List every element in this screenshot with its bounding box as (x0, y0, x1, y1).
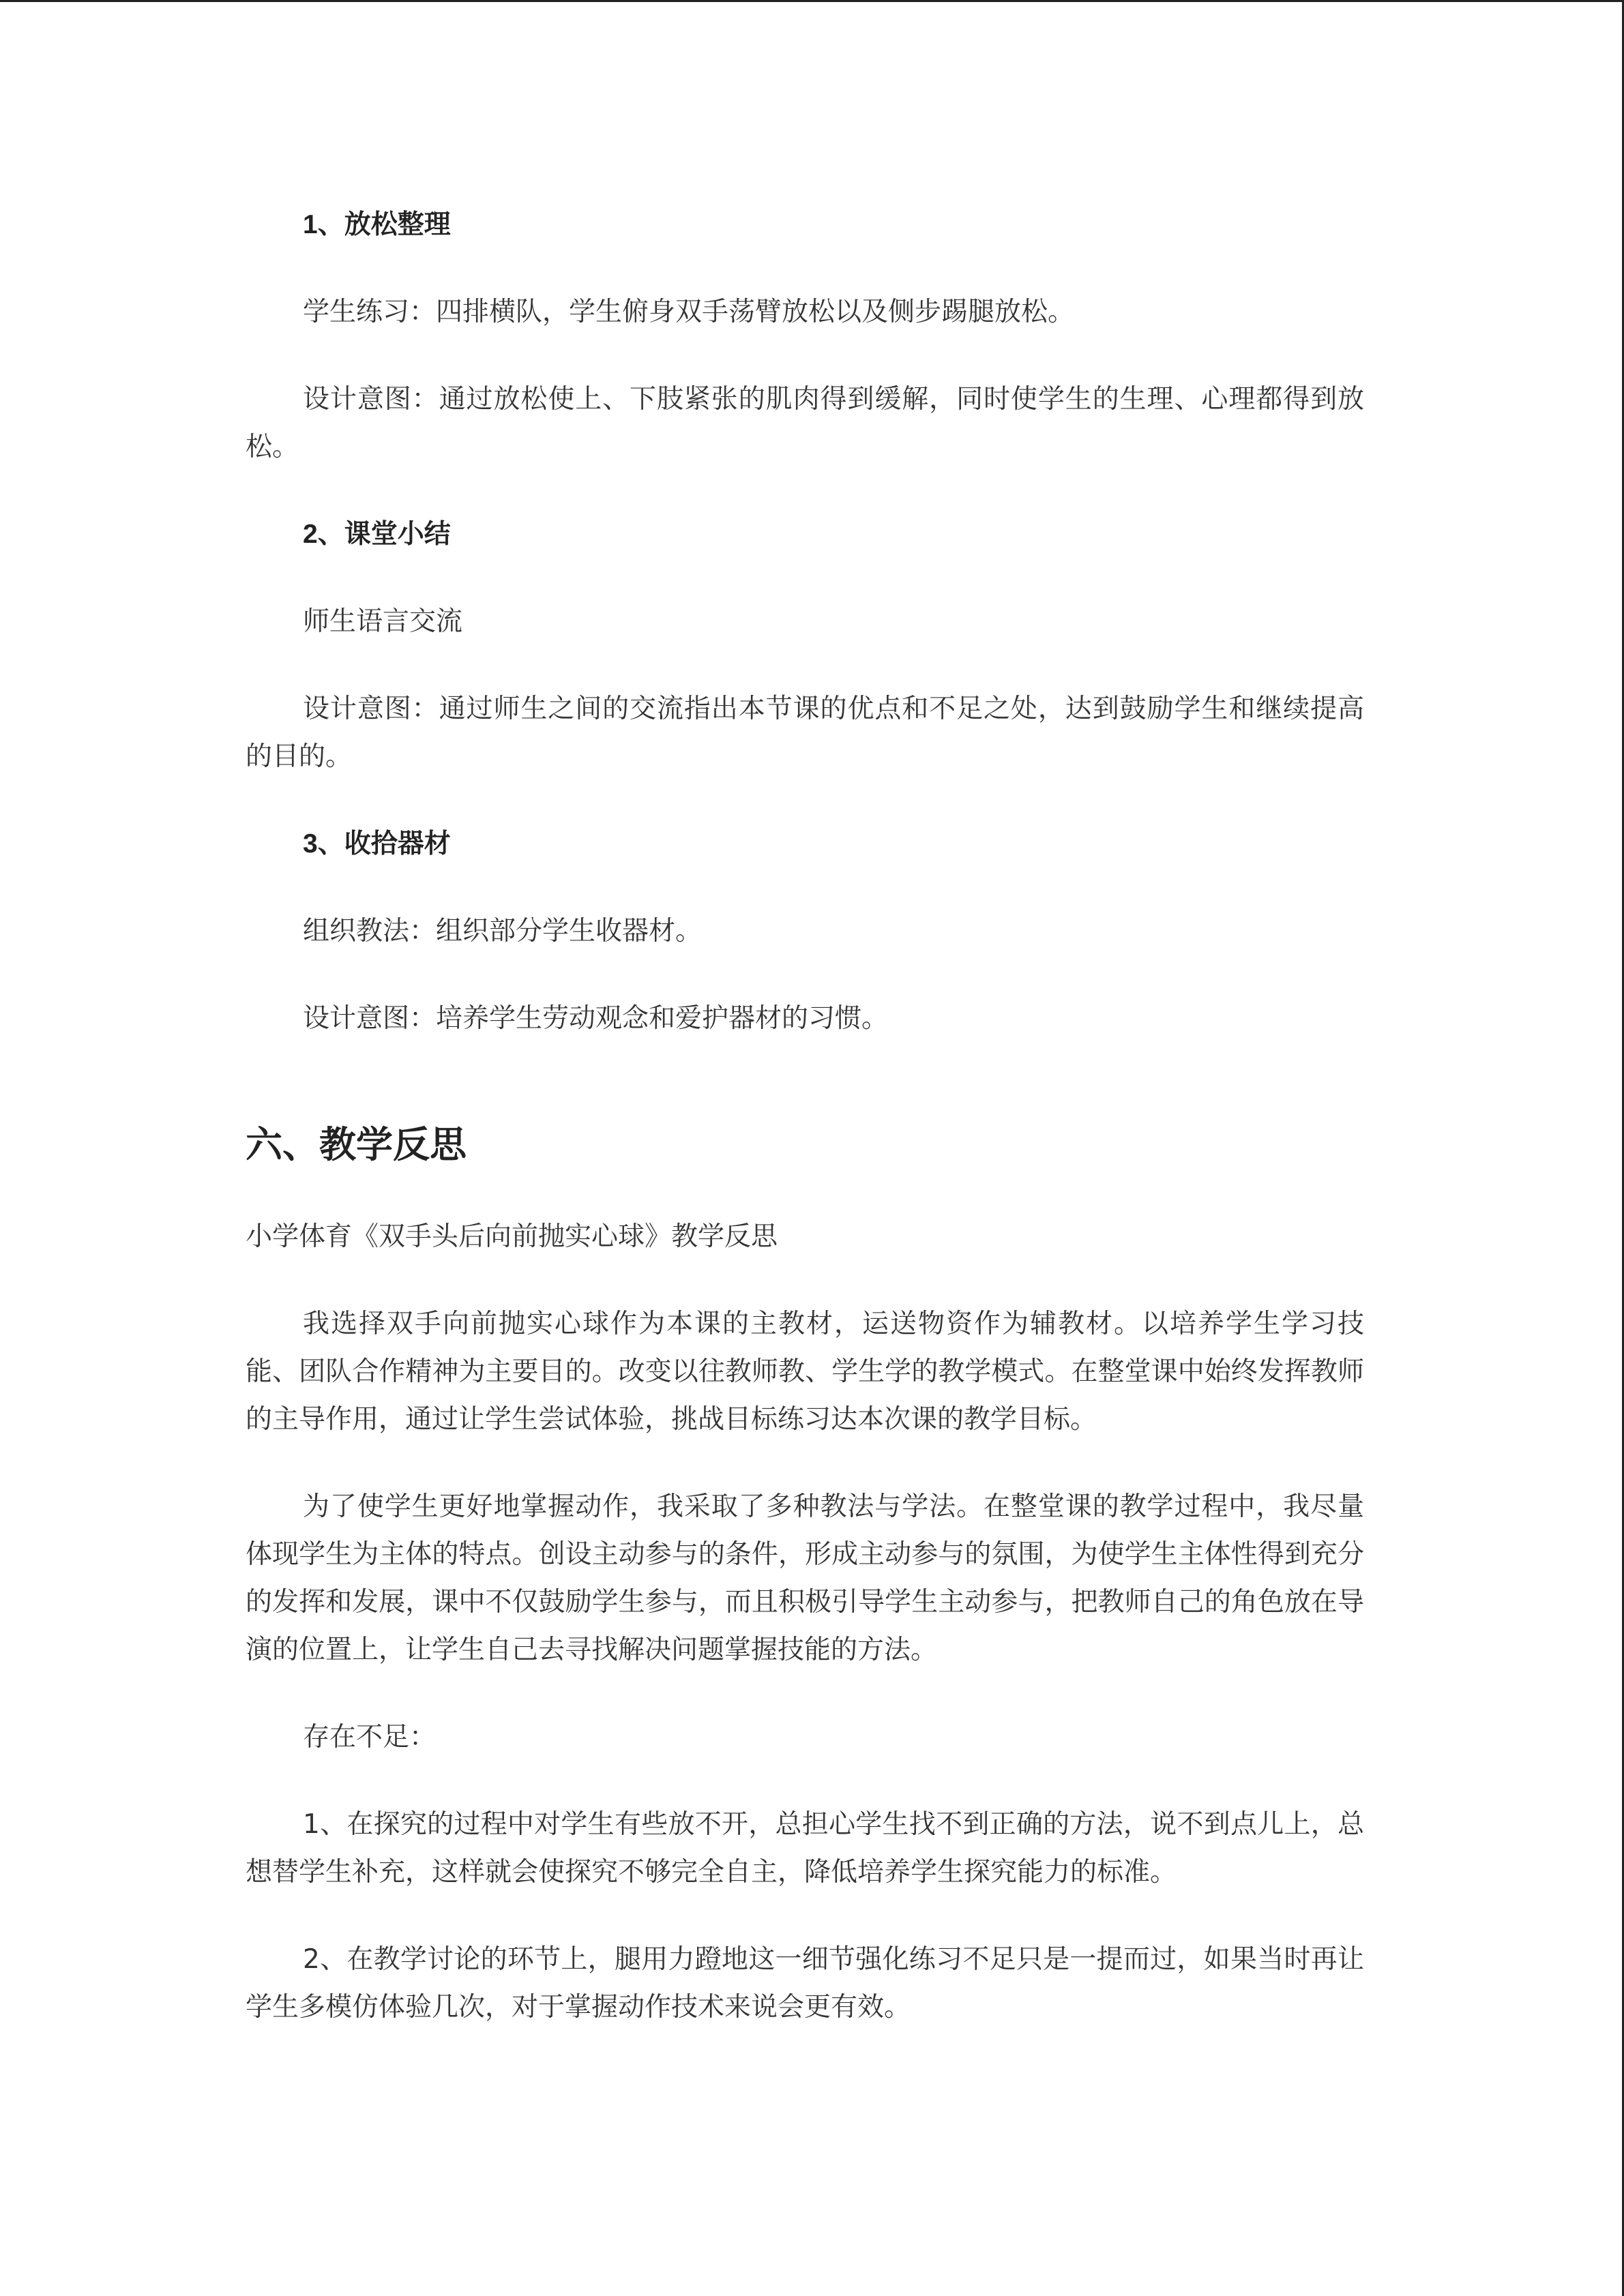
document-page (246, 201, 1364, 2071)
subheading-relax: 1、放松整理 (303, 210, 451, 239)
paragraph-reflection-2: 为了使学生更好地掌握动作，我采取了多种教法与学法。在整堂课的教学过程中，我尽量体现学生为主体的特点。创设主动参与的条件，形成主动参与的氛围，为使学生主体性得到充分的发挥和发展，课中不仅鼓励学生参与，而且积极引导学生主动参与，把教师自己的角色放在导演的位置上，让学生自己去寻找解决问题掌握技能的方法。 (246, 1491, 1364, 1665)
paragraph-shortcoming-1: 1、在探究的过程中对学生有些放不开，总担心学生找不到正确的方法，说不到点儿上，总想替学生补充，这样就会使探究不够完全自主，降低培养学生探究能力的标准。 (246, 1809, 1364, 1888)
paragraph-student-practice: 学生练习：四排横队，学生俯身双手荡臂放松以及侧步踢腿放松。 (303, 297, 1075, 327)
paragraph-teacher-student-talk: 师生语言交流 (303, 606, 463, 637)
paragraph-reflection-title: 小学体育《双手头后向前抛实心球》教学反思 (246, 1221, 778, 1252)
paragraph-organize-method: 组织教法：组织部分学生收器材。 (303, 916, 703, 946)
paragraph-shortcoming-2: 2、在教学讨论的环节上，腿用力蹬地这一细节强化练习不足只是一提而过，如果当时再让学生多模仿体验几次，对于掌握动作技术来说会更有效。 (246, 1944, 1364, 2023)
paragraph-design-intent-relax: 设计意图：通过放松使上、下肢紧张的肌肉得到缓解，同时使学生的生理、心理都得到放松。 (246, 384, 1364, 462)
paragraph-design-intent-summary: 设计意图：通过师生之间的交流指出本节课的优点和不足之处，达到鼓励学生和继续提高的目的。 (246, 694, 1364, 772)
subheading-equipment: 3、收拾器材 (303, 829, 451, 859)
paragraph-reflection-1: 我选择双手向前抛实心球作为本课的主教材，运送物资作为辅教材。以培养学生学习技能、团队合作精神为主要目的。改变以往教师教、学生学的教学模式。在整堂课中始终发挥教师的主导作用，通过让学生尝试体验，挑战目标练习达本次课的教学目标。 (246, 1309, 1364, 1435)
page-top-border (0, 0, 1624, 2)
subheading-summary: 2、课堂小结 (303, 520, 451, 549)
paragraph-shortcomings-label: 存在不足： (303, 1722, 437, 1753)
section-title-reflection: 六、教学反思 (246, 1123, 467, 1166)
paragraph-design-intent-equipment: 设计意图：培养学生劳动观念和爱护器材的习惯。 (303, 1003, 889, 1034)
